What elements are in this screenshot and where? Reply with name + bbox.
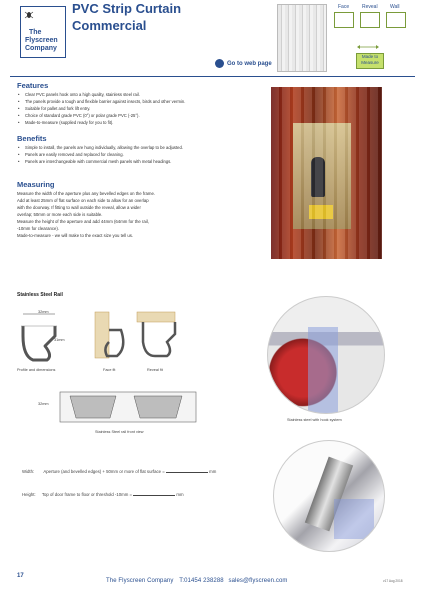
caption-profile: Profile and dimensions xyxy=(17,368,56,372)
width-row xyxy=(22,469,216,474)
caption-hook-system: Stainless steel with hook system xyxy=(287,418,342,422)
measuring-line: Made-to-measure - we will make to the exact size you tell us. xyxy=(17,233,134,238)
measuring-line: Add at least 25mm of flat surface on each side to allow for an overlap xyxy=(17,198,149,203)
hook-closeup-photo xyxy=(273,440,385,552)
height-text: Top of door frame to floor or threshold -10mm = xyxy=(41,492,132,497)
footer-contact xyxy=(106,578,288,584)
height-input[interactable] xyxy=(133,495,175,496)
dim-front-label: 32mm xyxy=(38,402,49,406)
features-heading: Features xyxy=(17,81,49,90)
features-list xyxy=(17,91,267,126)
benefits-list xyxy=(17,144,267,165)
reveal-fit-icon xyxy=(360,12,380,28)
footer-phone: T:01454 238288 xyxy=(179,578,224,584)
dim-width-label: 32mm xyxy=(38,310,49,314)
measuring-line: -10mm for clearance). xyxy=(17,226,60,231)
page-subtitle: Commercial xyxy=(72,18,147,33)
page-number: 17 xyxy=(17,573,24,579)
footer-email[interactable]: sales@flyscreen.com xyxy=(228,578,288,584)
list-item: • Simple to install, the panels are hung individually, allowing the overlap to be adjusted. xyxy=(17,144,267,151)
measuring-heading: Measuring xyxy=(17,180,55,189)
rail-closeup-photo xyxy=(267,296,385,414)
logo-line: Company xyxy=(25,45,57,52)
list-item: • Suitable for pallet and fork lift entry. xyxy=(17,105,267,112)
fit-label-reveal: Reveal xyxy=(362,4,378,10)
logo-line: The xyxy=(29,29,42,36)
web-arrow-icon xyxy=(215,59,224,68)
page-title: PVC Strip Curtain xyxy=(72,1,182,16)
wall-fit-icon xyxy=(386,12,406,28)
company-logo xyxy=(20,6,66,58)
width-text: Aperture (and bevelled edges) + 50mm or more of flat surface = xyxy=(43,469,165,474)
width-label: Width: xyxy=(22,469,35,474)
made-to-measure-badge: Made to Measure xyxy=(356,53,384,69)
height-row xyxy=(22,492,184,497)
curtain-thumbnail xyxy=(277,4,327,72)
measuring-line: with the doorway. If fitting to wall outside the reveal, allow a wider xyxy=(17,205,141,210)
rail-front-view xyxy=(58,390,198,424)
list-item: • Panels are interchangeable with commercial mesh panels with metal headings. xyxy=(17,158,175,165)
width-unit: mm xyxy=(209,469,217,474)
height-unit: mm xyxy=(176,492,184,497)
dim-height-label: 31mm xyxy=(54,338,65,342)
logo-line: Flyscreen xyxy=(25,37,58,44)
footer-company: The Flyscreen Company xyxy=(106,578,174,584)
width-input[interactable] xyxy=(166,472,208,473)
rail-heading: Stainless Steel Rail xyxy=(17,292,63,298)
measuring-line: Measure the width of the aperture plus any bevelled edges on the frame. xyxy=(17,191,156,196)
fly-icon xyxy=(24,10,34,20)
face-fit-icon xyxy=(334,12,354,28)
measuring-line: Measure the height of the aperture and add 44mm (64mm for the rail, xyxy=(17,219,149,224)
go-to-web-link[interactable] xyxy=(215,59,272,68)
caption-reveal-fit: Reveal fit xyxy=(147,368,163,372)
list-item: • Made-to-measure (supplied ready for you to fit). xyxy=(17,119,267,126)
fit-label-face: Face xyxy=(338,4,350,10)
benefits-heading: Benefits xyxy=(17,134,47,143)
height-label: Height: xyxy=(22,492,36,497)
list-item: • Panels are easily removed and replaced for cleaning. xyxy=(17,151,267,158)
fit-label-wall: Wall xyxy=(390,4,400,10)
double-arrow-icon xyxy=(357,44,379,50)
go-to-web-label: Go to web page xyxy=(227,60,272,67)
caption-face-fit: Face fit xyxy=(103,368,116,372)
list-item: • Choice of standard grade PVC (0°) or polar grade PVC (-25°). xyxy=(17,112,267,119)
list-item: • Clear PVC panels hook onto a high quality, stainless steel rail. xyxy=(17,91,267,98)
caption-front-view: Stainless Steel rail front view xyxy=(95,430,144,434)
list-item: • The panels provide a tough and flexible barrier against insects, birds and other vermin. xyxy=(17,98,267,105)
strip-curtain-photo xyxy=(271,87,382,259)
header-divider xyxy=(10,76,415,77)
measuring-line: overlap; 50mm or more each side is suitable. xyxy=(17,212,103,217)
measuring-text xyxy=(17,190,267,239)
doc-reference: v17 Aug 2018 xyxy=(383,579,403,583)
